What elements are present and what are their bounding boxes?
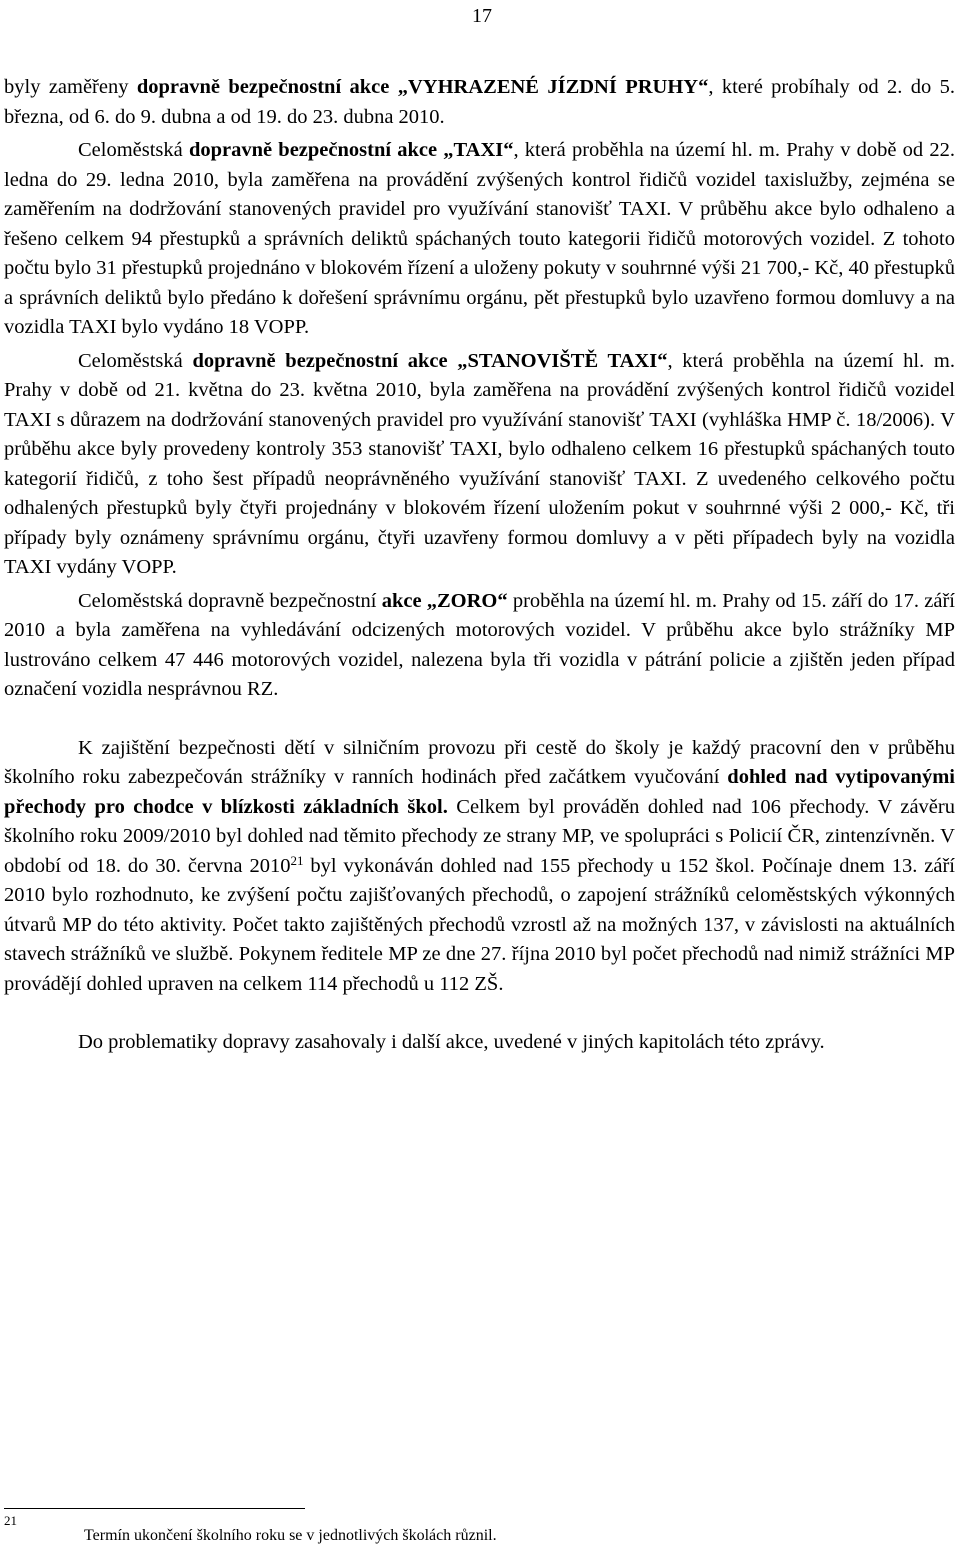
- paragraph-akce-zoro: [4, 587, 955, 705]
- page-number: 17: [472, 5, 492, 27]
- bold-run: dopravně bezpečnostní akce „STANOVIŠTĚ TAXI“: [192, 349, 668, 372]
- bold-run: dohled nad vytipovanými přechody pro chodce v blízkosti základních škol.: [4, 766, 955, 818]
- bold-run: dopravně bezpečnostní akce „VYHRAZENÉ JÍZDNÍ PRUHY“: [136, 76, 709, 98]
- text-run: Celkem byl prováděn dohled nad 106 přechody. V závěru školního roku 2009/2010 byl dohled nad těmito přechody ze strany MP, ve spolupráci s Policií ČR, zintenzívněn. V období od 18. do 30. června 2010: [4, 795, 955, 877]
- body-text: [4, 73, 955, 1058]
- text-run: K zajištění bezpečnosti dětí v silničním provozu při cestě do školy je každý pracovní den v průběhu školního roku zabezpečován strážníky v ranních hodinách před začátkem vyučování: [4, 736, 955, 788]
- text-run: proběhla na území hl. m. Prahy od 15. září do 17. září 2010 a byla zaměřena na vyhledávání odcizených motorových vozidel. V průběhu akce bylo strážníky MP lustrováno celkem 47 446 motorových vozidel, nalezena byla tři vozidla v pátrání policie a zjištěn jeden případ označení vozidla nesprávnou RZ.: [4, 589, 955, 700]
- footnote-mark: 21: [4, 1513, 17, 1528]
- paragraph-akce-taxi: [4, 136, 955, 343]
- footnote-separator: [4, 1508, 305, 1509]
- paragraph-stanoviste-taxi: [4, 347, 955, 583]
- paragraph-bezpecnost-deti: [4, 734, 955, 1000]
- paragraph-dalsi-akce: [4, 1028, 955, 1058]
- paragraph-vyhrazene-pruhy: [4, 73, 955, 132]
- text-run: Do problematiky dopravy zasahovaly i další akce, uvedené v jiných kapitolách této zprávy.: [78, 1031, 825, 1053]
- footnote-reference[interactable]: 21: [290, 852, 304, 868]
- text-run: byl vykonáván dohled nad 155 přechody u 152 škol. Počínaje dnem 13. září 2010 bylo rozhodnuto, ke zvýšení počtu zajišťovaných přechodů, o zapojení strážníků celoměstských výkonných útvarů MP do této aktivity. Počet takto zajištěných přechodů vzrostl až na možných 137, v závislosti na aktuálních stavech strážníků ve službě. Pokynem ředitele MP ze dne 27. října 2010 byl počet přechodů nad nimiž strážníci MP provádějí dohled upraven na celkem 114 přechodů u 112 ZŠ.: [4, 854, 955, 995]
- text-run: , které probíhaly od 2. do 5. března, od 6. do 9. dubna a od 19. do 23. dubna 2010.: [4, 76, 955, 128]
- text-run: , která proběhla na území hl. m. Prahy v době od 21. května do 23. května 2010, byla zaměřena na provádění zvýšených kontrol řidičů vozidel TAXI s důrazem na dodržování stanovených pravidel pro využívání stanovišť TAXI (vyhláška HMP č. 18/2006). V průběhu akce byly provedeny kontroly 353 stanovišť TAXI, bylo odhaleno celkem 16 přestupků spáchaných touto kategorií řidičů, z toho šest případů neoprávněného využívání stanovišť TAXI. Z uvedeného celkového počtu odhalených přestupků byly čtyři projednány v blokovém řízení uložením pokut v souhrnné výši 2 000,- Kč, tři případy byly oznámeny správnímu orgánu, čtyři uzavřeny formou domluvy a v pěti případech byly na vozidla TAXI vydány VOPP.: [4, 349, 955, 578]
- footnote-text: Termín ukončení školního roku se v jednotlivých školách různil.: [84, 1527, 497, 1544]
- text-run: Celoměstská: [78, 139, 189, 161]
- text-run: Celoměstská: [78, 349, 193, 372]
- bold-run: akce „ZORO“: [381, 589, 508, 612]
- text-run: byly zaměřeny: [4, 76, 137, 98]
- bold-run: dopravně bezpečnostní akce „TAXI“: [188, 139, 514, 161]
- text-run: Celoměstská dopravně bezpečnostní: [78, 589, 382, 612]
- text-run: , která proběhla na území hl. m. Prahy v době od 22. ledna do 29. ledna 2010, byla zaměřena na provádění zvýšených kontrol řidičů vozidel taxislužby, zejména se zaměřením na dodržování stanovených pravidel pro využívání stanovišť TAXI. V průběhu akce bylo odhaleno a řešeno celkem 94 přestupků a správních deliktů spáchaných touto kategorii řidičů motorových vozidel. Z tohoto počtu bylo 31 přestupků projednáno v blokovém řízení a uloženy pokuty v souhrnné výši 21 700,- Kč, 40 přestupků a správních deliktů bylo předáno k dořešení správnímu orgánu, pět přestupků bylo uzavřeno formou domluvy a na vozidla TAXI bylo vydáno 18 VOPP.: [4, 139, 955, 338]
